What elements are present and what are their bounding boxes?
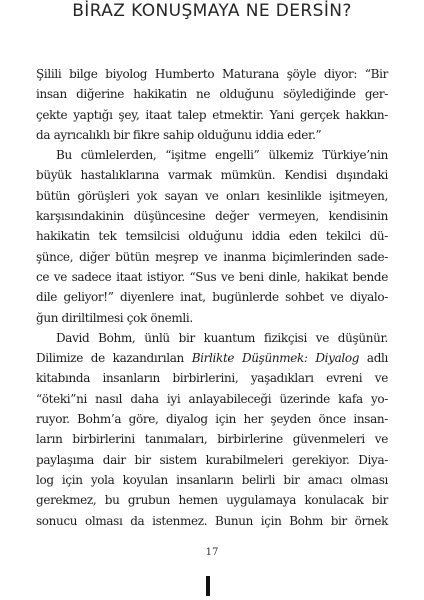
- chapter-title: BİRAZ KONUŞMAYA NE DERSİN?: [72, 1, 352, 21]
- text-line: sonucu olması da istenmez. Bunun için Bohm bir örnek: [36, 513, 388, 528]
- text-line: “öteki”ni nasıl daha iyi anlayabileceği üzerinde kafa yo-: [36, 391, 388, 406]
- text-line: David Bohm, ünlü bir kuantum fizikçisi ve düşünür.: [56, 330, 388, 345]
- text-line: dile geliyor!” diyenlere inat, bugünlerde sohbet ve diyalo-: [36, 290, 388, 305]
- body-text: [36, 64, 388, 531]
- text-line: log için yola koyulan insanların belirli bir amacı olması: [36, 472, 388, 487]
- text-line: hakikatin tek temsilcisi olduğunu iddia eden tekilci dü-: [36, 229, 388, 244]
- text-line: Şilili bilge biyolog Humberto Maturana şöyle diyor: “Bir: [36, 67, 388, 81]
- text-line: ruyor. Bohm’a göre, diyalog için her şeyden önce insan-: [36, 412, 388, 427]
- text-line: paylaşıma dair bir sistem kurabilmeleri gerekiyor. Diya-: [36, 452, 388, 467]
- text-segment: Dilimize de kazandırılan: [36, 351, 192, 366]
- text-line: büyük hastalıklarına varmak mümkün. Kendisi dışındaki: [36, 168, 388, 183]
- text-line: bütün görüşleri yok sayan ve onları kesinlikle işitmeyen,: [36, 188, 388, 203]
- book-title: Birlikte Düşünmek: Diyalog: [191, 351, 360, 366]
- text-line: ların birbirlerini tanımaları, birbirlerine güvenmeleri ve: [36, 432, 388, 447]
- text-line: gerekmez, bu grubun hemen uygulamaya konulacak bir: [36, 493, 388, 508]
- text-line: insan diğerine hakikatin ne olduğunu söylediğinde ger-: [36, 87, 388, 102]
- page-marker-bar: [206, 576, 210, 596]
- text-line: çekte yaptığı şey, itaat talep etmektir. Yani gerçek hakkın-: [36, 107, 388, 122]
- text-line: da ayrıcalıklı bir fikre sahip olduğunu iddia eder.”: [36, 127, 322, 142]
- page-number: 17: [205, 547, 219, 558]
- text-segment: adlı: [359, 351, 389, 366]
- text-line: Bu cümlelerden, “işitme engelli” ülkemiz Türkiye’nin: [56, 148, 388, 163]
- text-line: şünce, diğer bütün meşrep ve inanma biçimlerinden sade-: [36, 249, 388, 264]
- text-line: ğun diriltilmesi çok önemli.: [36, 310, 193, 325]
- text-line: ce ve sadece itaat istiyor. “Sus ve beni dinle, hakikat bende: [36, 269, 388, 284]
- text-line: [36, 348, 388, 368]
- text-line: kitabında insanların birbirlerini, yaşadıkları evreni ve: [36, 371, 388, 386]
- text-line: karşısındakinin düşüncesine değer vermeyen, kendisinin: [36, 209, 388, 224]
